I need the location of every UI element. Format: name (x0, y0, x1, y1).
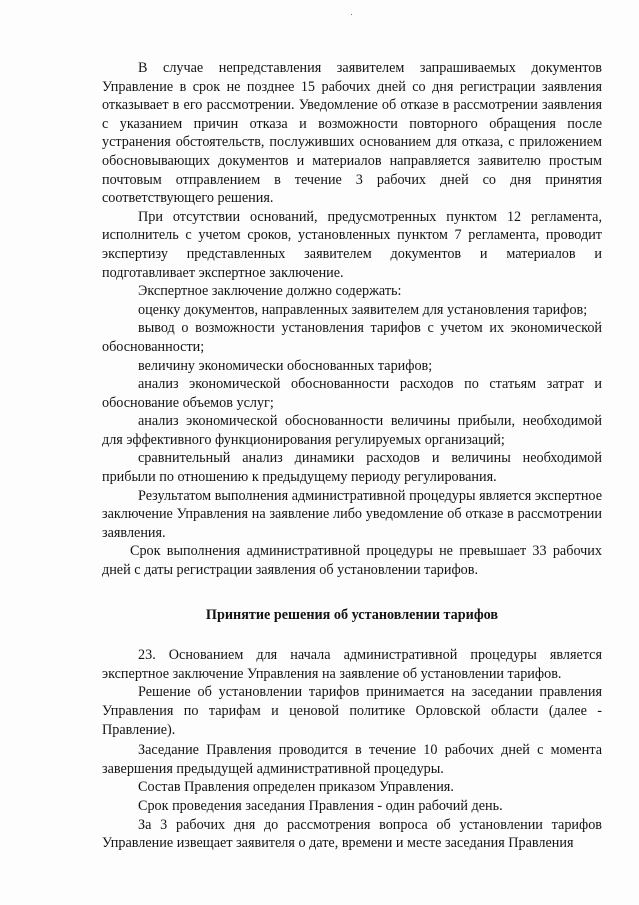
paragraph-board-decision: Решение об установлении тарифов принимается на заседании правления Управления по тарифам и ценовой политике Орловской области (далее - Правление). (102, 684, 602, 738)
paragraph-23-basis: 23. Основанием для начала административной процедуры является экспертное заключение Управления на заявление об установлении тарифов. (102, 647, 602, 682)
list-item-tariff-conclusion: вывод о возможности установления тарифов с учетом их экономической обоснованности; (102, 320, 602, 355)
paragraph-procedure-term: Срок выполнения административной процедуры не превышает 33 рабочих дней с даты регистрации заявления об установлении тарифов. (102, 543, 602, 579)
paragraph-meeting-duration: Срок проведения заседания Правления - один рабочий день. (138, 797, 503, 814)
paragraph-board-meeting: Заседание Правления проводится в течение 10 рабочих дней с момента завершения предыдущей административной процедуры. (102, 742, 602, 777)
paragraph-expertise: При отсутствии оснований, предусмотренных пунктом 12 регламента, исполнитель с учетом сроков, установленных пунктом 7 регламента, проводит экспертизу представленных заявителем документов и материалов и подготавливает экспертное заключение. (102, 208, 602, 281)
list-item-comparative-analysis: сравнительный анализ динамики расходов и величины необходимой прибыли по отношению к предыдущему периоду регулирования. (102, 450, 602, 486)
paragraph-refusal-notice: В случае непредставления заявителем запрашиваемых документов Управление в срок не позднее 15 рабочих дней со дня регистрации заявления отказывает в его рассмотрении. Уведомление об отказе в рассмотрении заявления с указанием причин отказа и возможности повторного обращения после устранения обстоятельств, послуживших основанием для отказа, с приложением обосновывающих документов и материалов направляется заявителю простым почтовым отправлением в течение 3 рабочих дней со дня принятия соответствующего решения. (102, 60, 602, 207)
list-item-tariff-value: величину экономически обоснованных тарифов; (138, 357, 433, 374)
paragraph-board-composition: Состав Правления определен приказом Управления. (138, 779, 454, 796)
paragraph-procedure-result: Результатом выполнения административной процедуры является экспертное заключение Управления на заявление либо уведомление об отказе в рассмотрении заявления. (102, 487, 602, 541)
paragraph-applicant-notice: За 3 рабочих дня до рассмотрения вопроса об установлении тарифов Управление извещает заявителя о дате, времени и месте заседания Правления (102, 816, 602, 852)
list-item-cost-analysis: анализ экономической обоснованности расходов по статьям затрат и обоснование объемов услуг; (102, 376, 602, 411)
scan-speck (351, 14, 352, 15)
paragraph-conclusion-contents: Экспертное заключение должно содержать: (138, 283, 402, 300)
document-body (102, 59, 602, 853)
list-item-profit-analysis: анализ экономической обоснованности величины прибыли, необходимой для эффективного функционирования регулируемых организаций; (102, 413, 602, 448)
section-heading: Принятие решения об установлении тарифов (205, 606, 499, 623)
list-item-document-assessment: оценку документов, направленных заявителем для установления тарифов; (138, 301, 588, 318)
